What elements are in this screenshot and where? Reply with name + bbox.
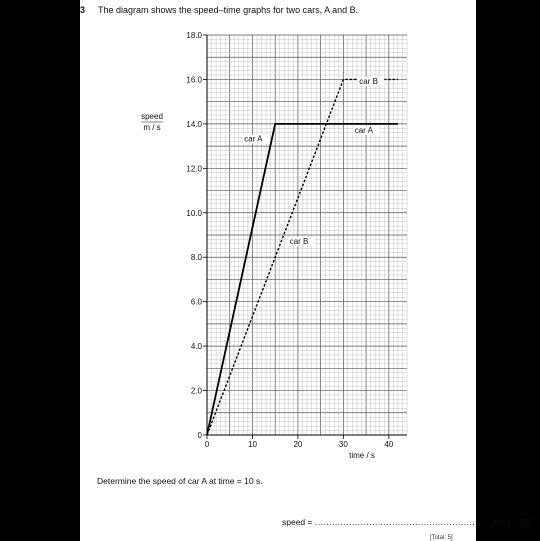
y-axis-label-bottom: m / s (143, 123, 161, 132)
y-tick-label: 12.0 (186, 164, 202, 174)
exam-page (80, 0, 531, 541)
x-tick-label: 40 (384, 440, 394, 449)
y-tick-label: 0 (197, 431, 202, 440)
answer-unit: m / s (492, 517, 511, 527)
y-tick-label: 4.0 (190, 342, 202, 352)
y-axis-label-top: speed (141, 112, 163, 121)
total-marks: [Total: 5] (430, 535, 453, 541)
x-tick-label: 0 (204, 440, 210, 449)
series-annotation: car A (354, 125, 373, 135)
question-text: The diagram shows the speed–time graphs for two cars, A and B. (98, 5, 359, 15)
question-prompt: Determine the speed of car A at time = 10 s. (97, 476, 263, 486)
y-tick-label: 14.0 (186, 119, 202, 129)
y-tick-label: 18.0 (186, 31, 202, 40)
question-number: 3 (80, 5, 86, 15)
y-tick-label: 16.0 (186, 75, 202, 85)
x-tick-label: 30 (338, 440, 348, 449)
x-tick-label: 20 (293, 440, 303, 449)
y-tick-label: 8.0 (190, 253, 202, 263)
series-annotation: car B (359, 76, 378, 86)
x-axis-label: time / s (349, 451, 375, 460)
answer-label: speed = (282, 517, 315, 527)
series-annotation: car B (289, 236, 309, 246)
answer-blank[interactable]: .............................................................. (314, 517, 493, 527)
x-tick-label: 10 (248, 440, 257, 449)
marks-label: [2] (520, 517, 531, 527)
speed-time-chart (80, 0, 476, 470)
y-tick-label: 2.0 (190, 386, 202, 396)
y-tick-label: 10.0 (186, 208, 202, 218)
y-tick-label: 6.0 (190, 297, 202, 307)
series-annotation: car A (244, 134, 263, 144)
answer-line (282, 517, 530, 527)
